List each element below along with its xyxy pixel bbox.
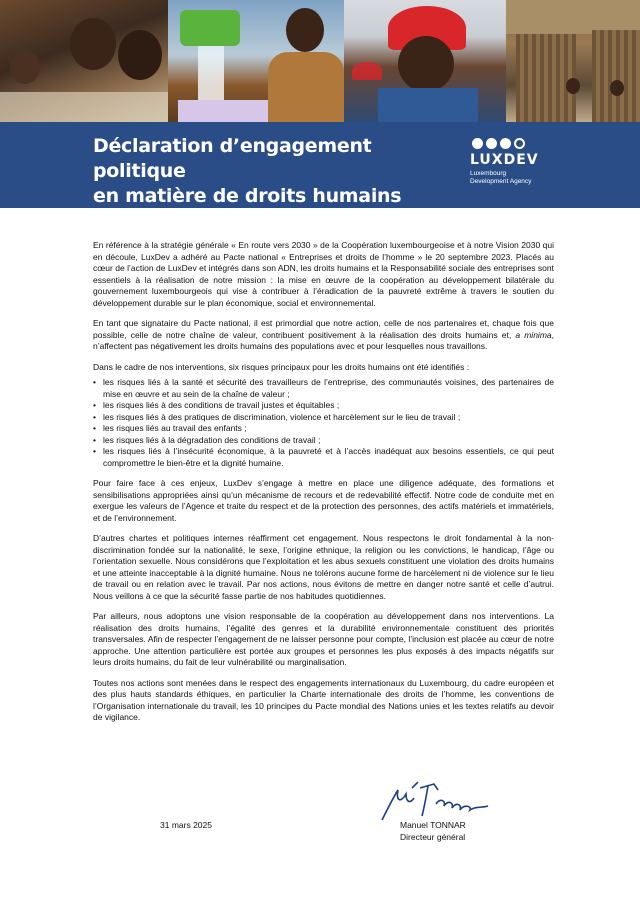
photo-village-hut: [506, 0, 640, 122]
declaration-date: 31 mars 2025: [160, 820, 212, 830]
signature-icon: [376, 778, 506, 826]
list-item: • les risques liés au travail des enfants ;: [103, 423, 554, 435]
photo-children-classroom: [0, 0, 168, 122]
paragraph-1: En référence à la stratégie générale « En route vers 2030 » de la Coopération luxembourgeoise et à notre Vision 2030 qui en découle, LuxDev a adhéré au Pacte national « Entreprises et droits de l’homme » le 20 septembre 2023. Placés au cœur de l’action de LuxDev et intégrés dans son ADN, les droits humains et la Responsabilité sociale des entreprises sont essentiels à la réalisation de notre mission : la mise en œuvre de la coopération au développement bilatérale du gouvernement luxembourgeois qui vise à contribuer à l’éradication de la pauvreté extrême à travers le soutien du développement durable sur le plan économique, social et environnemental.: [93, 240, 554, 308]
list-item: • les risques liés à la dégradation des conditions de travail ;: [103, 435, 554, 447]
signer-title: Directeur général: [400, 832, 466, 842]
list-item: • les risques liés à l’insécurité économique, à la pauvreté et à l’accès inadéquat aux besoins essentiels, ce qui peut compromettre le bien-être et la dignité humaine.: [103, 446, 554, 469]
list-item: • les risques liés à la santé et sécurité des travailleurs de l’entreprise, des communautés voisines, des partenaires de mise en œuvre et au sein de la chaîne de valeur ;: [103, 377, 554, 400]
risk-list: [93, 377, 554, 469]
list-item: • les risques liés à des conditions de travail justes et équitables ;: [103, 400, 554, 412]
list-item: • les risques liés à des pratiques de discrimination, violence et harcèlement sur le lieu de travail ;: [103, 412, 554, 424]
paragraph-7: Toutes nos actions sont menées dans le respect des engagements internationaux du Luxembourg, du cadre européen et des plus hauts standards éthiques, en particulier la Charte internationale des droits de l’homme, les conventions de l’Organisation internationale du travail, les 10 principes du Pacte mondial des Nations unies et les textes relatifs au devoir de vigilance.: [93, 677, 554, 722]
photo-worker-helmet: [344, 0, 506, 122]
luxdev-logo: [470, 138, 580, 186]
declaration-body: [93, 240, 554, 733]
paragraph-3: Dans le cadre de nos interventions, six risques principaux pour les droits humains ont été identifiés :: [93, 361, 470, 372]
logo-dots-icon: [472, 138, 580, 149]
paragraph-2: En tant que signataire du Pacte national, il est primordial que notre action, celle de nos partenaires et, chaque fois que possible, celle de notre chaîne de valeur, contribuent positivement à la réalisation des droits humains et, a minima, n’affectent pas négativement les droits humains des populations avec et pour lesquelles nous travaillons.: [93, 318, 554, 351]
logo-wordmark: LUXDEV: [470, 152, 539, 168]
signer-name: Manuel TONNAR: [400, 820, 466, 830]
title-line-2: en matière de droits humains: [93, 185, 402, 207]
header-photo-strip: [0, 0, 640, 122]
logo-subtitle: Luxembourg Development Agency: [470, 170, 532, 185]
paragraph-5: D’autres chartes et politiques internes réaffirment cet engagement. Nous respectons le droit fondamental à la non-discrimination fondée sur la nationalité, le sexe, l’origine ethnique, la religion ou les convictions, le handicap, l’âge ou l’orientation sexuelle. Nous considérons que l’exploitation et les abus sexuels constituent une violation des droits humains et une atteinte inacceptable à la dignité humaine. Nous ne tolérons aucune forme de harcèlement ni de violence sur le lieu de travail ou en relation avec le travail. Par nos actions, nous évitons de mettre en danger notre santé et celle d’autrui. Nous veillons à ce que la sécurité fasse partie de nos habitudes quotidiennes.: [93, 533, 554, 601]
page-title: [93, 134, 453, 209]
paragraph-4: Pour faire face à ces enjeux, LuxDev s’engage à mettre en place une diligence adéquate, des formations et sensibilisations appropriées ainsi qu’un mécanisme de recours et de redevabilité effectif. Notre code de conduite met en exergue les valeurs de l’Agence et traite du respect et de la protection des personnes, des actifs matériels et immatériels, et de l’environnement.: [93, 478, 554, 523]
paragraph-6: Par ailleurs, nous adoptons une vision responsable de la coopération au développement dans nos interventions. La réalisation des droits humains, l’égalité des genres et la durabilité environnementale constituent des priorités transversales. Afin de respecter l’engagement de ne laisser personne pour compte, l’inclusion est placée au cœur de notre approche. Une attention particulière est portée aux groupes et personnes les plus exposés à des impacts négatifs sur leurs droits humains, du fait de leur vulnérabilité ou marginalisation.: [93, 611, 554, 667]
photo-water-jerrycan: [168, 0, 344, 122]
title-line-1: Déclaration d’engagement politique: [93, 135, 372, 182]
